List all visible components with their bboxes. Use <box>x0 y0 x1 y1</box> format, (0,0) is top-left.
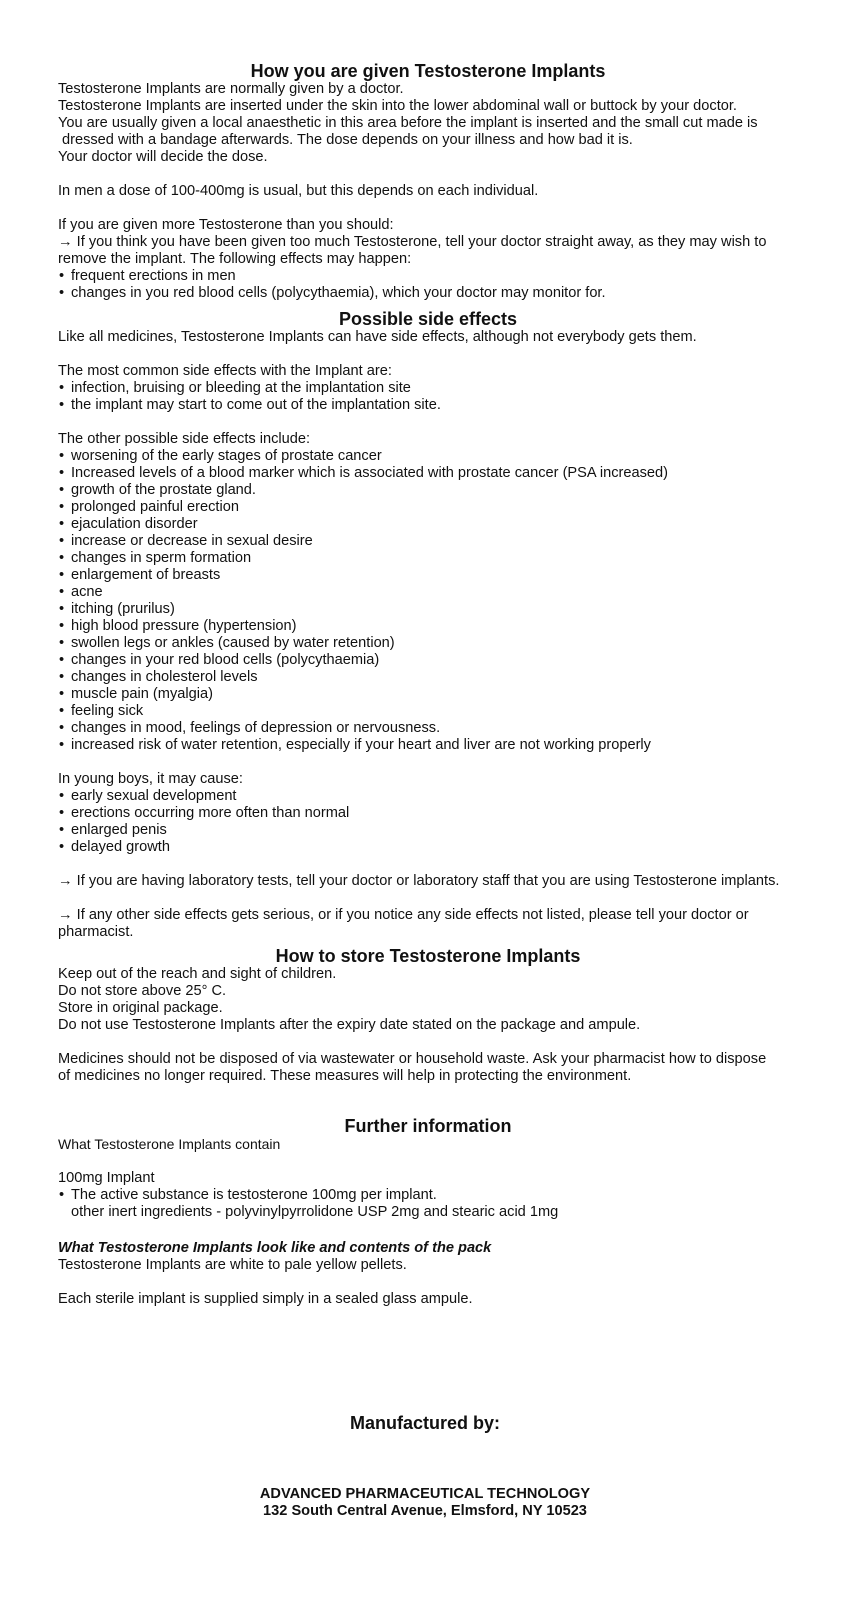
supply-text: Each sterile implant is supplied simply in a sealed glass ampule. <box>58 1291 473 1307</box>
ingredients-list <box>58 1187 798 1204</box>
overdose-effects-list <box>58 268 798 302</box>
report-note-text: If any other side effects gets serious, or if you notice any side effects not listed, please tell your doctor or <box>76 907 749 923</box>
report-note <box>58 907 798 924</box>
storage-line: Do not use Testosterone Implants after the expiry date stated on the package and ampule. <box>58 1017 641 1033</box>
strength-label: 100mg Implant <box>58 1170 155 1186</box>
list-item: • erections occurring more often than normal <box>58 805 798 822</box>
section-heading-how-given: How you are given Testosterone Implants <box>250 61 606 81</box>
list-item: • changes in mood, feelings of depression or nervousness. <box>58 720 798 737</box>
other-effects-list <box>58 448 798 754</box>
manufacturer-heading: Manufactured by: <box>349 1413 500 1433</box>
manufacturer-address: 132 South Central Avenue, Elmsford, NY 10523 <box>263 1503 587 1519</box>
arrow-icon: → <box>58 873 73 889</box>
list-item: • enlarged penis <box>58 822 798 839</box>
section-heading-further-info: Further information <box>344 1116 512 1136</box>
text-line: dressed with a bandage afterwards. The dose depends on your illness and how bad it is. <box>62 132 633 148</box>
contain-title: What Testosterone Implants contain <box>58 1136 281 1152</box>
overdose-advice-line: If you think you have been given too much Testosterone, tell your doctor straight away, as they may wish to <box>76 234 767 250</box>
list-item: • the implant may start to come out of the implantation site. <box>58 397 798 414</box>
list-item: • enlargement of breasts <box>58 567 798 584</box>
storage-line: Do not store above 25° C. <box>58 983 227 999</box>
list-item: • ejaculation disorder <box>58 516 798 533</box>
storage-line: Keep out of the reach and sight of children. <box>58 966 337 982</box>
disposal-text-cont: of medicines no longer required. These measures will help in protecting the environment. <box>58 1068 632 1084</box>
list-item: • prolonged painful erection <box>58 499 798 516</box>
inert-ingredients: other inert ingredients - polyvinylpyrrolidone USP 2mg and stearic acid 1mg <box>71 1204 559 1220</box>
dose-text: In men a dose of 100-400mg is usual, but this depends on each individual. <box>58 183 539 199</box>
arrow-icon: → <box>58 234 73 250</box>
list-item: • changes in you red blood cells (polycythaemia), which your doctor may monitor for. <box>58 285 798 302</box>
list-item: • early sexual development <box>58 788 798 805</box>
overdose-intro: If you are given more Testosterone than you should: <box>58 217 394 233</box>
leaflet-page <box>58 61 798 1308</box>
list-item: • muscle pain (myalgia) <box>58 686 798 703</box>
lab-note <box>58 873 798 890</box>
overdose-advice-cont: remove the implant. The following effects may happen: <box>58 251 412 267</box>
list-item: • changes in cholesterol levels <box>58 669 798 686</box>
report-note-cont: pharmacist. <box>58 924 134 940</box>
manufacturer-block <box>0 1415 850 1432</box>
list-item: • changes in your red blood cells (polycythaemia) <box>58 652 798 669</box>
boys-intro: In young boys, it may cause: <box>58 771 243 787</box>
list-item: • changes in sperm formation <box>58 550 798 567</box>
list-item: • itching (prurilus) <box>58 601 798 618</box>
list-item: • feeling sick <box>58 703 798 720</box>
list-item: • swollen legs or ankles (caused by water retention) <box>58 635 798 652</box>
other-intro: The other possible side effects include: <box>58 431 311 447</box>
list-item: • The active substance is testosterone 100mg per implant. <box>58 1187 798 1204</box>
list-item: • delayed growth <box>58 839 798 856</box>
text-line: Testosterone Implants are normally given by a doctor. <box>58 81 404 97</box>
section-heading-side-effects: Possible side effects <box>338 309 518 329</box>
look-title: What Testosterone Implants look like and contents of the pack <box>58 1240 492 1256</box>
text-line: Testosterone Implants are inserted under the skin into the lower abdominal wall or buttock by your doctor. <box>58 98 737 114</box>
boys-effects-list <box>58 788 798 856</box>
list-item: • growth of the prostate gland. <box>58 482 798 499</box>
disposal-text: Medicines should not be disposed of via wastewater or household waste. Ask your pharmacist how to dispose <box>58 1051 767 1067</box>
how-given-text <box>58 81 798 166</box>
list-item: • frequent erections in men <box>58 268 798 285</box>
list-item: • increase or decrease in sexual desire <box>58 533 798 550</box>
manufacturer-name: ADVANCED PHARMACEUTICAL TECHNOLOGY <box>259 1486 591 1502</box>
overdose-advice <box>58 234 798 251</box>
common-effects-list <box>58 380 798 414</box>
text-line: You are usually given a local anaesthetic in this area before the implant is inserted and the small cut made is <box>58 115 758 131</box>
lab-note-text: If you are having laboratory tests, tell your doctor or laboratory staff that you are using Testosterone implants. <box>76 873 780 889</box>
side-effects-intro: Like all medicines, Testosterone Implants can have side effects, although not everybody gets them. <box>58 329 697 345</box>
text-line: Your doctor will decide the dose. <box>58 149 268 165</box>
common-intro: The most common side effects with the Implant are: <box>58 363 392 379</box>
list-item: • acne <box>58 584 798 601</box>
section-heading-storage: How to store Testosterone Implants <box>275 946 581 966</box>
storage-line: Store in original package. <box>58 1000 223 1016</box>
list-item: • increased risk of water retention, especially if your heart and liver are not working properly <box>58 737 798 754</box>
list-item: • high blood pressure (hypertension) <box>58 618 798 635</box>
manufacturer-details <box>0 1486 850 1520</box>
list-item: • Increased levels of a blood marker which is associated with prostate cancer (PSA increased) <box>58 465 798 482</box>
list-item: • infection, bruising or bleeding at the implantation site <box>58 380 798 397</box>
arrow-icon: → <box>58 907 73 923</box>
look-text: Testosterone Implants are white to pale yellow pellets. <box>58 1257 407 1273</box>
list-item: • worsening of the early stages of prostate cancer <box>58 448 798 465</box>
